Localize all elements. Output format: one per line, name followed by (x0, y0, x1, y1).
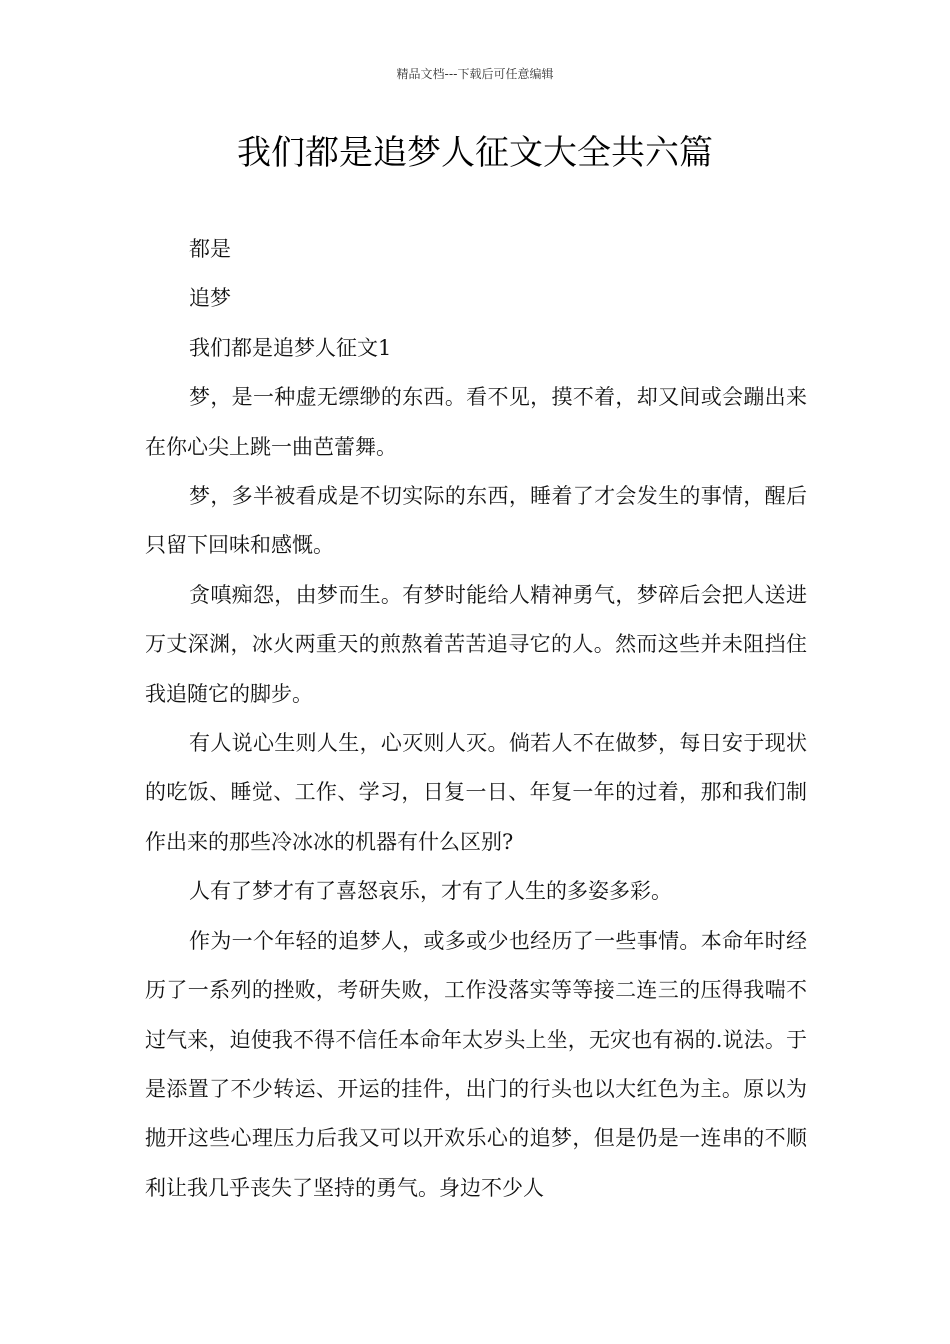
paragraph: 贪嗔痴怨，由梦而生。有梦时能给人精神勇气，梦碎后会把人送进万丈深渊，冰火两重天的煎熬着苦苦追寻它的人。然而这些并未阻挡住我追随它的脚步。 (145, 582, 807, 706)
paragraph: 都是 (189, 237, 231, 261)
header-note: 精品文档---下载后可任意编辑 (396, 67, 554, 81)
paragraph: 梦，多半被看成是不切实际的东西，睡着了才会发生的事情，醒后只留下回味和感慨。 (145, 484, 807, 558)
paragraph: 梦，是一种虚无缥缈的东西。看不见，摸不着，却又间或会蹦出来在你心尖上跳一曲芭蕾舞。 (145, 385, 807, 459)
paragraph: 作为一个年轻的追梦人，或多或少也经历了一些事情。本命年时经历了一系列的挫败，考研失败，工作没落实等等接二连三的压得我喘不过气来，迫使我不得不信任本命年太岁头上坐，无灾也有祸的.说法。于是添置了不少转运、开运的挂件，出门的行头也以大红色为主。原以为抛开这些心理压力后我又可以开欢乐心的追梦，但是仍是一连串的不顺利让我几乎丧失了坚持的勇气。身边不少人 (145, 928, 807, 1200)
section-heading: 我们都是追梦人征文1 (189, 335, 392, 360)
paragraph: 人有了梦才有了喜怒哀乐，才有了人生的多姿多彩。 (189, 879, 672, 904)
paragraph: 追梦 (189, 286, 231, 311)
document-title: 我们都是追梦人征文大全共六篇 (237, 133, 713, 173)
document-body (145, 225, 807, 1213)
paragraph: 有人说心生则人生，心灭则人灭。倘若人不在做梦，每日安于现状的吃饭、睡觉、工作、学习，日复一日、年复一年的过着，那和我们制作出来的那些冷冰冰的机器有什么区别? (145, 731, 807, 854)
